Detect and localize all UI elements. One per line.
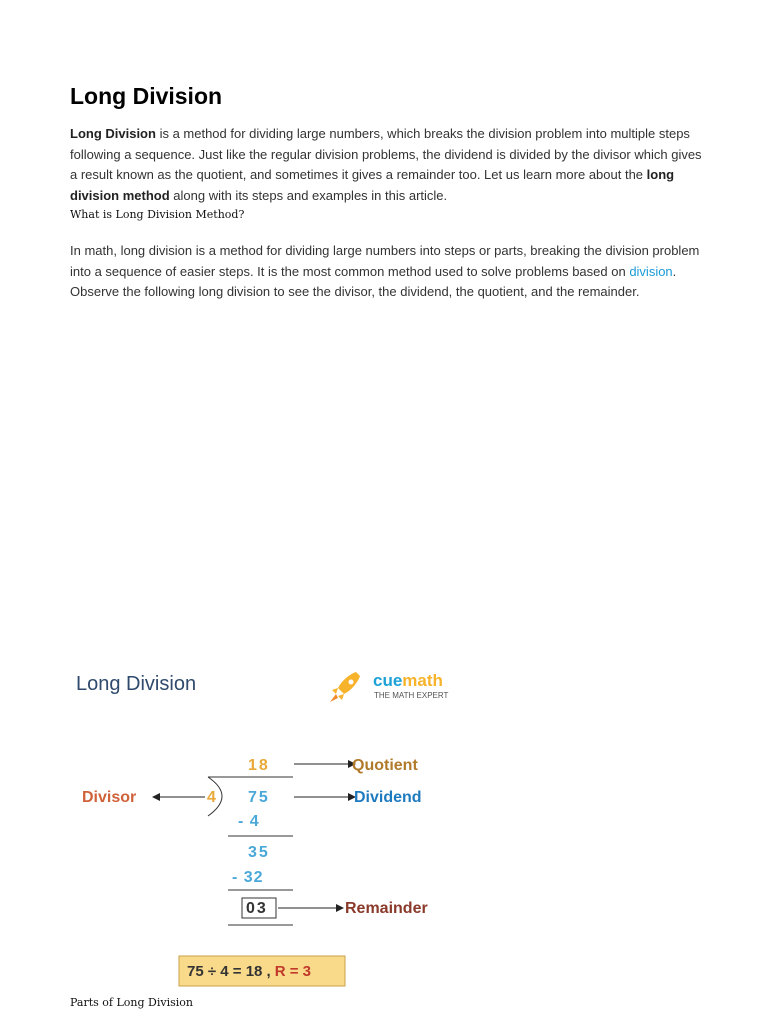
- quotient-value: 18: [248, 757, 270, 774]
- step-subtract-1: - 4: [238, 813, 260, 830]
- divisor-label: Divisor: [82, 789, 137, 806]
- divisor-value: 4: [207, 789, 216, 806]
- page-title: Long Division: [70, 83, 223, 109]
- svg-text:cuemath: [373, 671, 443, 690]
- result-equation: 75 ÷ 4 = 18 ,: [187, 963, 271, 980]
- quotient-label: Quotient: [352, 757, 418, 774]
- intro-text-b: along with its steps and examples in this article.: [169, 187, 448, 203]
- remainder-value: 03: [246, 900, 268, 917]
- step-subtract-2: - 32: [232, 869, 264, 886]
- long-division-figure: [60, 650, 480, 990]
- remainder-label: Remainder: [345, 900, 428, 917]
- dividend-value: 75: [248, 789, 270, 806]
- brand-tagline: THE MATH EXPERT: [374, 691, 449, 700]
- definition-text-b: . Observe the following long division to see the divisor, the dividend, the quotient, and the remainder.: [70, 263, 677, 299]
- step-partial: 35: [248, 844, 270, 861]
- section-heading: What is Long Division Method?: [70, 208, 245, 221]
- figure-title: Long Division: [76, 673, 197, 695]
- dividend-label: Dividend: [354, 789, 422, 806]
- intro-paragraph: [70, 124, 710, 206]
- rocket-icon: [330, 672, 360, 702]
- intro-bold-term: Long Division: [70, 126, 156, 141]
- result-remainder: R = 3: [274, 963, 311, 980]
- figure-caption: Parts of Long Division: [70, 996, 193, 1009]
- result-text: [187, 963, 311, 980]
- definition-text-a: In math, long division is a method for dividing large numbers into steps or parts, breaking the division problem into a sequence of easier steps. It is the most common method used to solve problems based on: [70, 243, 700, 279]
- brand-name-b: math: [402, 671, 443, 690]
- division-link[interactable]: division: [629, 263, 673, 279]
- intro-text-a: is a method for dividing large numbers, which breaks the division problem into multiple steps following a sequence. Just like the regular division problems, the dividend is divided by the divisor which gives a result known as the quotient, and sometimes it gives a remainder too. Let us learn more about the: [70, 126, 702, 182]
- cuemath-logo: [330, 671, 448, 702]
- definition-paragraph: [70, 241, 710, 303]
- intro-bold-method: long division method: [70, 167, 675, 203]
- brand-name-a: cue: [373, 671, 403, 690]
